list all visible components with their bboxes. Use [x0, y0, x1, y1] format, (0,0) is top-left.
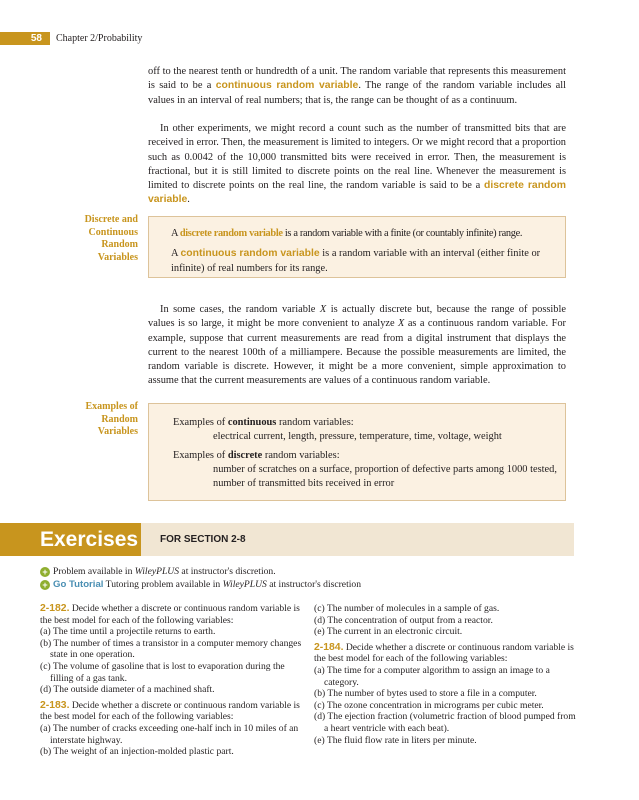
- plus-icon: +: [40, 567, 50, 577]
- list-item: (c) The ozone concentration in micrograms per cubic meter.: [314, 699, 544, 711]
- definition-box: [148, 216, 566, 278]
- list-item: (b) The weight of an injection-molded plastic part.: [40, 746, 234, 758]
- go-tutorial-tag: Go Tutorial: [53, 579, 104, 590]
- plus-icon: +: [40, 580, 50, 590]
- exercises-left-column: [40, 603, 302, 758]
- list-item: (b) The number of bytes used to store a file in a computer.: [314, 688, 537, 700]
- margin-heading-discrete-continuous: Discrete and Continuous Random Variables: [84, 214, 138, 263]
- list-item: (a) The number of cracks exceeding one-half inch in 10 miles of an interstate highway.: [40, 722, 299, 746]
- list-item: (d) The outside diameter of a machined shaft.: [40, 684, 215, 696]
- list-item: (a) The time for a computer algorithm to assign an image to a category.: [314, 664, 550, 688]
- list-item: (d) The ejection fraction (volumetric fraction of blood pumped from a heart ventricle with each beat).: [314, 711, 576, 734]
- definition-continuous: A continuous random variable is a random variable with an interval (either finite or infinite) of real numbers for its range.: [171, 248, 541, 274]
- exercises-section-label: FOR SECTION 2-8: [160, 534, 246, 545]
- exercise-2-182: 2-182. Decide whether a discrete or continuous random variable is the best model for each of the following variables:: [40, 603, 300, 626]
- term-continuous-random-variable: continuous random variable: [215, 80, 359, 92]
- list-item: (c) The number of molecules in a sample of gas.: [314, 603, 500, 614]
- definition-discrete: A discrete random variable is a random variable with a finite (or countably infinite) range.: [171, 228, 523, 239]
- list-item: (d) The concentration of output from a reactor.: [314, 614, 493, 626]
- exercise-2-184: 2-184. Decide whether a discrete or continuous random variable is the best model for each of the following variables:: [314, 641, 574, 665]
- continuous-examples-list: electrical current, length, pressure, temperature, time, voltage, weight: [213, 431, 502, 443]
- page-number: 58: [0, 32, 50, 45]
- list-item: (c) The volume of gasoline that is lost to evaporation during the filling of a gas tank.: [40, 660, 285, 684]
- examples-box: [148, 403, 566, 501]
- paragraph-approximation: In some cases, the random variable X is actually discrete but, because the range of possible values is so large, it might be more convenient to analyze X as a continuous random variable. For example, suppose that current measurements are read from a digital instrument that displays the current to the nearest 100th of a milliampere. Because the possible measurements are limited, the random variable is discrete. However, it might be a more convenient, simple approximation to assume that the current measurements are values of a continuous random variable.: [148, 304, 567, 387]
- paragraph-continuous: off to the nearest tenth or hundredth of a unit. The random variable that represents this measurement is said to be a continuous random variable. The range of the random variable includes all values in an interval of real numbers; that is, the range can be thought of as a continuum.: [148, 66, 566, 106]
- margin-heading-examples: Examples of Random Variables: [85, 401, 138, 437]
- exercise-2-183: 2-183. Decide whether a discrete or continuous random variable is the best model for each of the following variables:: [40, 699, 300, 723]
- chapter-title: Chapter 2/Probability: [56, 33, 143, 44]
- legend-wileyplus: + Problem available in WileyPLUS at instructor's discretion.: [40, 566, 276, 578]
- discrete-examples-heading: Examples of discrete random variables:: [173, 449, 340, 461]
- paragraph-discrete: In other experiments, we might record a count such as the number of transmitted bits that are received in error. Then, the measurement is limited to integers. Or we might record that a proportion such as 0.0042 of the 10,000 transmitted bits were received in error. Then, the measurement is fractional, but it is still limited to discrete points on the real line. Whenever the measurement is limited to discrete points on the real line, the random variable is said to be a discrete random variable.: [148, 123, 566, 206]
- list-item: (e) The current in an electronic circuit.: [314, 626, 463, 638]
- list-item: (e) The fluid flow rate in liters per minute.: [314, 734, 477, 746]
- continuous-examples-heading: Examples of continuous random variables:: [173, 417, 354, 428]
- discrete-examples-list: number of scratches on a surface, proportion of defective parts among 1000 tested, number of transmitted bits received in error: [213, 463, 557, 490]
- legend-go-tutorial: + Go Tutorial Tutoring problem available in WileyPLUS at instructor's discretion: [40, 579, 361, 591]
- list-item: (a) The time until a projectile returns to earth.: [40, 626, 216, 638]
- exercises-right-column: [314, 603, 576, 746]
- list-item: (b) The number of times a transistor in a computer memory changes state in one operation.: [40, 637, 302, 661]
- exercises-title: Exercises: [40, 528, 139, 551]
- term-discrete-random-variable: discrete random variable: [148, 180, 566, 206]
